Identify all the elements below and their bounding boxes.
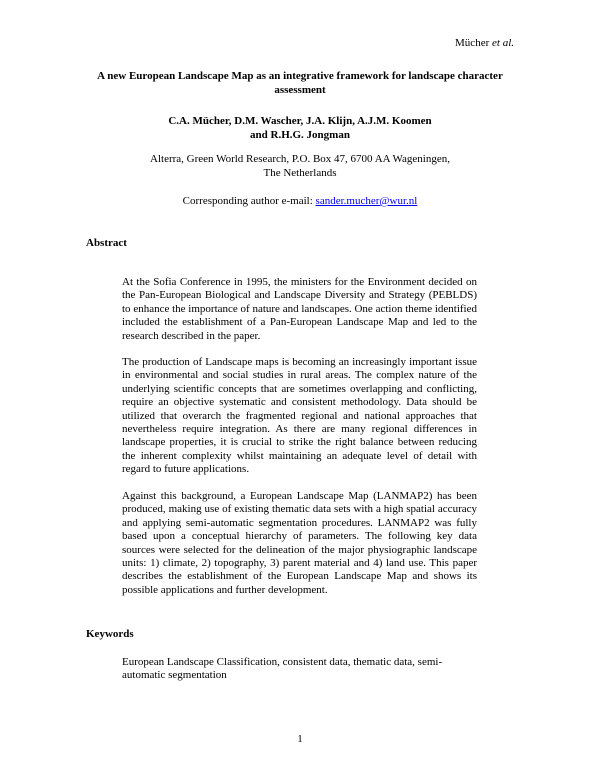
- affiliation-line-2: The Netherlands: [263, 167, 337, 179]
- running-head-etal: et al.: [492, 37, 514, 49]
- affiliation-line-1: Alterra, Green World Research, P.O. Box 47, 6700 AA Wageningen,: [150, 153, 450, 165]
- author-line-2: and R.H.G. Jongman: [250, 129, 350, 141]
- author-list: [80, 114, 520, 142]
- keywords-heading: Keywords: [86, 628, 134, 640]
- running-head: [455, 37, 514, 49]
- abstract-paragraph: The production of Landscape maps is becoming an increasingly important issue in environmental and social studies in rural areas. The complex nature of the underlying scientific concepts that are sometimes overlapping and conflicting, require an objective systematic and consistent methodology. Data should be utilized that overarch the fragmented regional and national approaches that nevertheless require integration. As there are many regional differences in landscape properties, it is crucial to strike the right balance between reducing the inherent complexity whilst maintaining an adequate level of detail with regard to future applications.: [122, 356, 477, 476]
- abstract-paragraph: At the Sofia Conference in 1995, the ministers for the Environment decided on the Pan-European Biological and Landscape Diversity and Strategy (PEBLDS) to enhance the importance of nature and landscapes. One action theme identified included the establishment of a Pan-European Landscape Map and led to the research described in the paper.: [122, 276, 477, 342]
- correspondence-line: [80, 194, 520, 208]
- author-line-1: C.A. Mücher, D.M. Wascher, J.A. Klijn, A.J.M. Koomen: [168, 115, 432, 127]
- affiliation: [80, 152, 520, 180]
- abstract-heading: Abstract: [86, 237, 127, 249]
- keywords-text: European Landscape Classification, consistent data, thematic data, semi-automatic segmentation: [122, 656, 443, 682]
- email-link[interactable]: sander.mucher@wur.nl: [315, 195, 418, 207]
- abstract-paragraph: Against this background, a European Landscape Map (LANMAP2) has been produced, making use of existing thematic data sets with a high spatial accuracy and applying semi-automatic segmentation procedures. LANMAP2 was fully based upon a conceptual hierarchy of parameters. The following key data sources were selected for the delineation of the major physiographic landscape units: 1) climate, 2) topography, 3) parent material and 4) land use. This paper describes the establishment of the European Landscape Map and shows its possible applications and further development.: [122, 490, 477, 596]
- paper-title: A new European Landscape Map as an integrative framework for landscape character assessment: [97, 70, 503, 96]
- page-number: 1: [297, 733, 303, 745]
- running-head-author: Mücher: [455, 37, 490, 49]
- correspondence-label: Corresponding author e-mail:: [182, 195, 313, 207]
